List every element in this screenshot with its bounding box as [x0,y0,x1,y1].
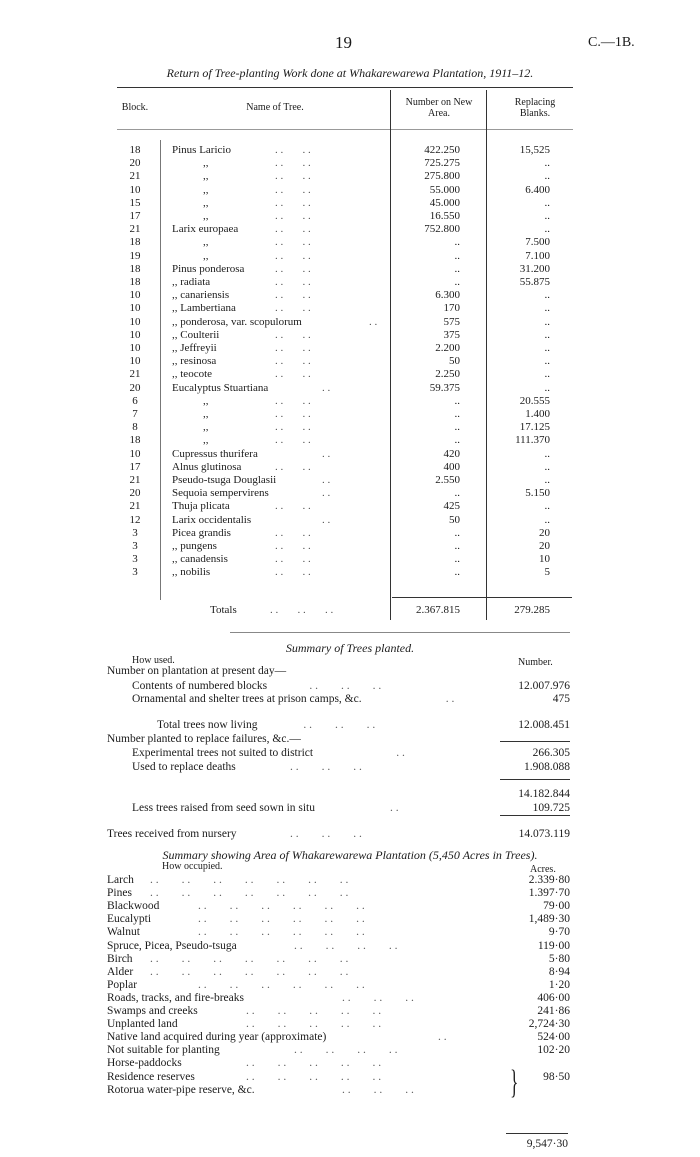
number-new-area: 16.550 [429,210,460,222]
number-new-area: .. [454,526,460,539]
area-row: Birch . . . . . . . . . . . . . . 5·80 [107,952,570,965]
tree-row: 21 ,, . . . . 275.800 .. [0,170,700,183]
replacing-blanks: .. [544,368,550,381]
number-new-area: 575 [443,315,460,328]
replacing-blanks: .. [544,513,550,526]
area-label: Blackwood [107,900,160,913]
replacing-blanks: 55.875 [519,276,550,288]
area-value: 119·00 [537,939,570,952]
header-block: Block. [121,102,149,113]
replacing-blanks: 20 [539,526,550,539]
block-number: 10 [129,315,141,328]
number-new-area: 2.550 [435,474,460,486]
block-number: 6 [132,394,138,407]
summary-row: Experimental trees not suited to district . . 266.305 [132,747,570,759]
area-acres-header: Acres. [530,864,556,875]
tree-row: 12 Larix occidentalis . . 50 .. [0,514,700,527]
summary-label: Contents of numbered blocks [132,680,268,692]
number-new-area: 50 [449,513,460,526]
block-number: 10 [129,342,141,354]
tree-name: Pseudo-tsuga Douglasii [172,474,277,486]
tree-name: ,, [203,196,209,209]
area-row: Rotorua water-pipe reserve, &c. . . . . . . [107,1083,437,1096]
replacing-blanks: 15,525 [519,144,550,156]
block-number: 10 [129,447,141,460]
tree-name: ,, pungens [172,540,217,552]
block-number: 10 [129,328,141,341]
area-label: Not suitable for planting [107,1044,220,1057]
replacing-blanks: 10 [539,553,550,566]
tree-row: 7 ,, . . . . .. 1.400 [0,408,700,421]
summary-how-used: How used. [132,655,175,666]
block-number: 20 [129,381,141,394]
block-number: 21 [129,223,141,236]
number-new-area: .. [454,262,460,275]
tree-name: ,, canariensis [172,289,230,302]
tree-row: 18 Pinus ponderosa . . . . .. 31.200 [0,263,700,276]
number-new-area: 725.275 [424,157,460,170]
tree-row: 10 ,, . . . . 55.000 6.400 [0,184,700,197]
number-new-area: 50 [449,355,460,368]
number-new-area: 375 [443,328,460,341]
area-label: Alder [107,965,134,978]
replacing-blanks: .. [544,381,550,394]
area-label: Native land acquired during year (approximate) [107,1031,327,1044]
tree-name: Sequoia sempervirens [172,487,269,500]
tree-row: 8 ,, . . . . .. 17.125 [0,421,700,434]
tree-name: ,, Coulterii [172,328,220,341]
summary-label: Total trees now living [157,719,258,731]
block-number: 21 [129,368,141,381]
replacing-blanks: .. [544,328,550,341]
tree-name: ,, [203,249,209,262]
replacing-blanks: .. [544,355,550,368]
area-label: Pines [107,887,132,900]
tree-name: Larix occidentalis [172,513,252,526]
tree-name: ,, Jeffreyii [172,342,217,354]
tree-name: ,, ponderosa, var. scopulorum [172,315,302,328]
summary-value: 109.725 [532,802,570,814]
tree-name: Cupressus thurifera [172,447,258,460]
tree-name: ,, [203,421,209,434]
number-new-area: 6.300 [435,289,460,302]
tree-name: Eucalyptus Stuartiana [172,381,269,394]
area-value: 102·20 [537,1044,570,1057]
block-number: 20 [129,487,141,500]
area-label: Walnut [107,926,140,939]
page-number: 19 [335,33,352,52]
area-value: 1.397·70 [528,887,570,900]
summary-value: 14.073.119 [518,828,570,840]
area-row: Unplanted land . . . . . . . . . . 2,724·30 [107,1018,570,1031]
totals-replacing: 279.285 [514,604,550,616]
tree-row: 10 ,, Lambertiana . . . . 170 .. [0,302,700,315]
number-new-area: .. [454,249,460,262]
number-new-area: 170 [443,302,460,315]
replacing-blanks: 5 [544,566,550,579]
area-row: Alder . . . . . . . . . . . . . . 8·94 [107,965,570,978]
document-code: C.—1B. [588,35,635,50]
area-value: 241·86 [537,1005,570,1017]
area-value: 2.339·80 [528,874,570,886]
area-label: Residence reserves [107,1070,195,1083]
block-number: 10 [129,302,141,315]
tree-name: ,, [203,183,209,196]
tree-row: 20 Eucalyptus Stuartiana . . 59.375 .. [0,382,700,395]
number-new-area: 45.000 [429,196,460,209]
tree-row: 20 ,, . . . . 725.275 .. [0,157,700,170]
area-label: Rotorua water-pipe reserve, &c. [107,1083,255,1096]
block-number: 21 [129,170,141,183]
summary-value: 1.908.088 [524,761,570,773]
number-new-area: .. [454,487,460,500]
totals-label: Totals [210,604,237,616]
number-new-area: 55.000 [429,183,460,196]
block-number: 15 [129,196,141,209]
block-number: 21 [129,500,141,513]
block-number: 3 [132,553,138,566]
tree-row: 10 ,, canariensis . . . . 6.300 .. [0,289,700,302]
area-label: Larch [107,874,134,886]
replacing-blanks: 111.370 [515,434,550,447]
replacing-blanks: .. [544,170,550,183]
number-new-area: 59.375 [429,381,460,394]
block-number: 7 [132,408,138,420]
tree-name: ,, [203,236,209,249]
tree-row: 6 ,, . . . . .. 20.555 [0,395,700,408]
summary-label: Less trees raised from seed sown in situ [132,802,316,814]
block-number: 8 [132,421,138,434]
replacing-blanks: 7.100 [525,249,550,262]
header-number-new-area: Number on New Area. [405,97,473,119]
area-label: Roads, tracks, and fire-breaks [107,991,244,1004]
area-how-occupied: How occupied. [162,861,223,872]
summary-label: Number planted to replace failures, &c.— [107,733,301,745]
tree-name: ,, teocote [172,368,213,381]
block-number: 18 [129,276,141,288]
area-label: Spruce, Picea, Pseudo-tsuga [107,939,237,952]
tree-name: ,, [203,434,209,447]
summary-number-header: Number. [518,657,553,668]
tree-row: 21 ,, teocote . . . . 2.250 .. [0,368,700,381]
header-name: Name of Tree. [246,102,304,113]
tree-name: ,, Lambertiana [172,302,236,315]
number-new-area: .. [454,408,460,420]
tree-row: 10 ,, Jeffreyii . . . . 2.200 .. [0,342,700,355]
tree-name: ,, [203,394,209,407]
replacing-blanks: .. [544,223,550,236]
number-new-area: .. [454,236,460,249]
summary-value: 14.182.844 [518,788,570,800]
number-new-area: 275.800 [424,170,460,183]
replacing-blanks: .. [544,315,550,328]
block-number: 18 [129,144,141,156]
summary-row [0,664,700,678]
tree-name: Alnus glutinosa [172,460,242,473]
tree-row: 3 ,, nobilis . . . . .. 5 [0,566,700,579]
block-number: 3 [132,540,138,552]
summary-label: Trees received from nursery [107,828,237,840]
area-value: 2,724·30 [528,1018,570,1031]
number-new-area: 2.200 [435,342,460,354]
replacing-blanks: 1.400 [525,408,550,420]
area-label: Swamps and creeks [107,1005,198,1017]
number-new-area: 420 [443,447,460,460]
replacing-blanks: 7.500 [525,236,550,249]
area-title: Summary showing Area of Whakarewarewa Plantation (5,450 Acres in Trees). [162,848,538,862]
summary-row: Trees received from nursery . . . . . . 14.073.119 [107,828,570,840]
summary-value: 266.305 [532,747,570,759]
replacing-blanks: 17.125 [519,421,550,434]
totals-number: 2.367.815 [416,604,460,616]
block-number: 19 [129,249,141,262]
tree-name: ,, [203,210,209,222]
replacing-blanks: 6.400 [525,183,550,196]
block-number: 18 [129,262,141,275]
area-label: Poplar [107,978,138,991]
area-value: 8·94 [548,965,570,978]
summary-row: Contents of numbered blocks . . . . . . 12.007.976 [132,680,570,692]
tree-row: 3 Picea grandis . . . . .. 20 [0,527,700,540]
block-number: 21 [129,474,141,486]
replacing-blanks: 5.150 [525,487,550,500]
replacing-blanks: .. [544,289,550,302]
summary-row [0,787,700,801]
tree-name: ,, nobilis [172,566,211,579]
replacing-blanks: 20 [539,540,550,552]
area-row: Native land acquired during year (approximate) . . 524·00 [107,1031,570,1044]
number-new-area: 752.800 [424,223,460,236]
summary-row: Total trees now living . . . . . . 12.008.451 [157,719,570,731]
summary-value: 12.007.976 [518,680,570,692]
replacing-blanks: .. [544,157,550,170]
replacing-blanks: .. [544,460,550,473]
tree-row: 3 ,, canadensis . . . . .. 10 [0,553,700,566]
area-row: Residence reserves . . . . . . . . . . 98·50 [107,1070,570,1083]
block-number: 17 [129,210,141,222]
replacing-blanks: .. [544,342,550,354]
summary-row: Ornamental and shelter trees at prison camps, &c. . . 475 [132,693,570,705]
replacing-blanks: .. [544,500,550,513]
replacing-blanks: .. [544,210,550,222]
area-row: Spruce, Picea, Pseudo-tsuga . . . . . . . . 119·00 [107,939,570,952]
tree-row: 18 ,, . . . . .. 111.370 [0,434,700,447]
area-value: 406·00 [537,991,570,1004]
replacing-blanks: 31.200 [519,262,550,275]
tree-row: 10 ,, resinosa . . . . 50 .. [0,355,700,368]
block-number: 12 [129,513,141,526]
area-value: 79·00 [543,900,570,913]
tree-row: 18 Pinus Laricio . . . . 422.250 15,525 [0,144,700,157]
tree-name: ,, radiata [172,276,211,288]
replacing-blanks: .. [544,196,550,209]
area-row: Larch . . . . . . . . . . . . . . 2.339·80 [107,874,570,886]
block-number: 10 [129,289,141,302]
replacing-blanks: .. [544,447,550,460]
block-number: 17 [129,460,141,473]
brace-mark: } [510,1064,519,1101]
area-row: Roads, tracks, and fire-breaks . . . . . . 406·00 [107,991,570,1004]
area-row: Poplar . . . . . . . . . . . . 1·20 [107,978,570,991]
tree-name: ,, [203,170,209,183]
area-row: Pines . . . . . . . . . . . . . . 1.397·70 [107,887,570,900]
tree-name: ,, [203,157,209,170]
number-new-area: .. [454,553,460,566]
tree-row: 19 ,, . . . . .. 7.100 [0,250,700,263]
tree-row: 21 Larix europaea . . . . 752.800 .. [0,223,700,236]
area-value: 5·80 [548,952,570,965]
replacing-blanks: .. [544,302,550,315]
area-row: Eucalypti . . . . . . . . . . . . 1,489·30 [107,913,570,926]
area-label: Eucalypti [107,913,152,926]
number-new-area: .. [454,276,460,288]
tree-row: 21 Pseudo-tsuga Douglasii . . 2.550 .. [0,474,700,487]
block-number: 10 [129,183,141,196]
number-new-area: .. [454,394,460,407]
tree-row: 18 ,, . . . . .. 7.500 [0,236,700,249]
tree-row: 21 Thuja plicata . . . . 425 .. [0,500,700,513]
page-title: Return of Tree-planting Work done at Whakarewarewa Plantation, 1911–12. [166,66,534,80]
summary-row [0,732,700,746]
area-label: Birch [107,952,133,965]
tree-name: ,, resinosa [172,355,217,368]
summary-label: Experimental trees not suited to district [132,747,314,759]
block-number: 10 [129,355,141,368]
tree-name: Larix europaea [172,223,239,236]
number-new-area: 422.250 [424,144,460,156]
tree-name: Picea grandis [172,526,231,539]
area-row: Horse-paddocks . . . . . . . . . . [107,1057,405,1070]
replacing-blanks: 20.555 [519,394,550,407]
tree-row: 17 ,, . . . . 16.550 .. [0,210,700,223]
tree-name: Pinus Laricio [172,144,231,156]
area-value: 9·70 [548,926,570,939]
tree-name: ,, canadensis [172,553,228,566]
summary-value: 475 [552,693,570,705]
number-new-area: .. [454,434,460,447]
tree-name: ,, [203,408,209,420]
tree-name: Pinus ponderosa [172,262,245,275]
block-number: 3 [132,526,138,539]
number-new-area: .. [454,540,460,552]
area-row: Blackwood . . . . . . . . . . . . 79·00 [107,900,570,913]
area-label: Unplanted land [107,1018,178,1031]
area-label: Horse-paddocks [107,1057,182,1070]
tree-row: 20 Sequoia sempervirens . . .. 5.150 [0,487,700,500]
number-new-area: 400 [443,460,460,473]
number-new-area: 425 [443,500,460,513]
tree-row: 15 ,, . . . . 45.000 .. [0,197,700,210]
number-new-area: .. [454,566,460,579]
tree-row: 17 Alnus glutinosa . . . . 400 .. [0,461,700,474]
summary-label: Used to replace deaths [132,761,236,773]
area-value: 1·20 [548,978,570,991]
area-row: Swamps and creeks . . . . . . . . . . 241·86 [107,1005,570,1017]
block-number: 20 [129,157,141,170]
number-new-area: 2.250 [435,368,460,381]
tree-name: Thuja plicata [172,500,230,513]
summary-value: 12.008.451 [518,719,570,731]
tree-row: 10 ,, ponderosa, var. scopulorum . . 575 .. [0,316,700,329]
summary-row: Used to replace deaths . . . . . . 1.908.088 [132,761,570,773]
area-row: Not suitable for planting . . . . . . . . 102·20 [107,1044,570,1057]
area-value: 98·50 [543,1070,570,1083]
block-number: 18 [129,236,141,249]
header-replacing-blanks: Replacing Blanks. [514,97,556,119]
number-new-area: .. [454,421,460,434]
tree-row: 10 ,, Coulterii . . . . 375 .. [0,329,700,342]
block-number: 18 [129,434,141,447]
summary-title: Summary of Trees planted. [285,641,415,655]
summary-label: Ornamental and shelter trees at prison camps, &c. [132,693,362,705]
summary-row: Less trees raised from seed sown in situ . . 109.725 [132,802,570,814]
area-total: 9,547·30 [526,1138,568,1150]
tree-row: 10 Cupressus thurifera . . 420 .. [0,448,700,461]
tree-row: 18 ,, radiata . . . . .. 55.875 [0,276,700,289]
totals-row: Totals . . . . . . 2.367.815 279.285 [210,604,550,616]
area-value: 524·00 [537,1031,570,1044]
replacing-blanks: .. [544,474,550,486]
area-value: 1,489·30 [528,913,570,926]
summary-label: Number on plantation at present day— [107,665,287,677]
tree-row: 3 ,, pungens . . . . .. 20 [0,540,700,553]
block-number: 3 [132,566,138,579]
area-row: Walnut . . . . . . . . . . . . 9·70 [107,926,570,939]
